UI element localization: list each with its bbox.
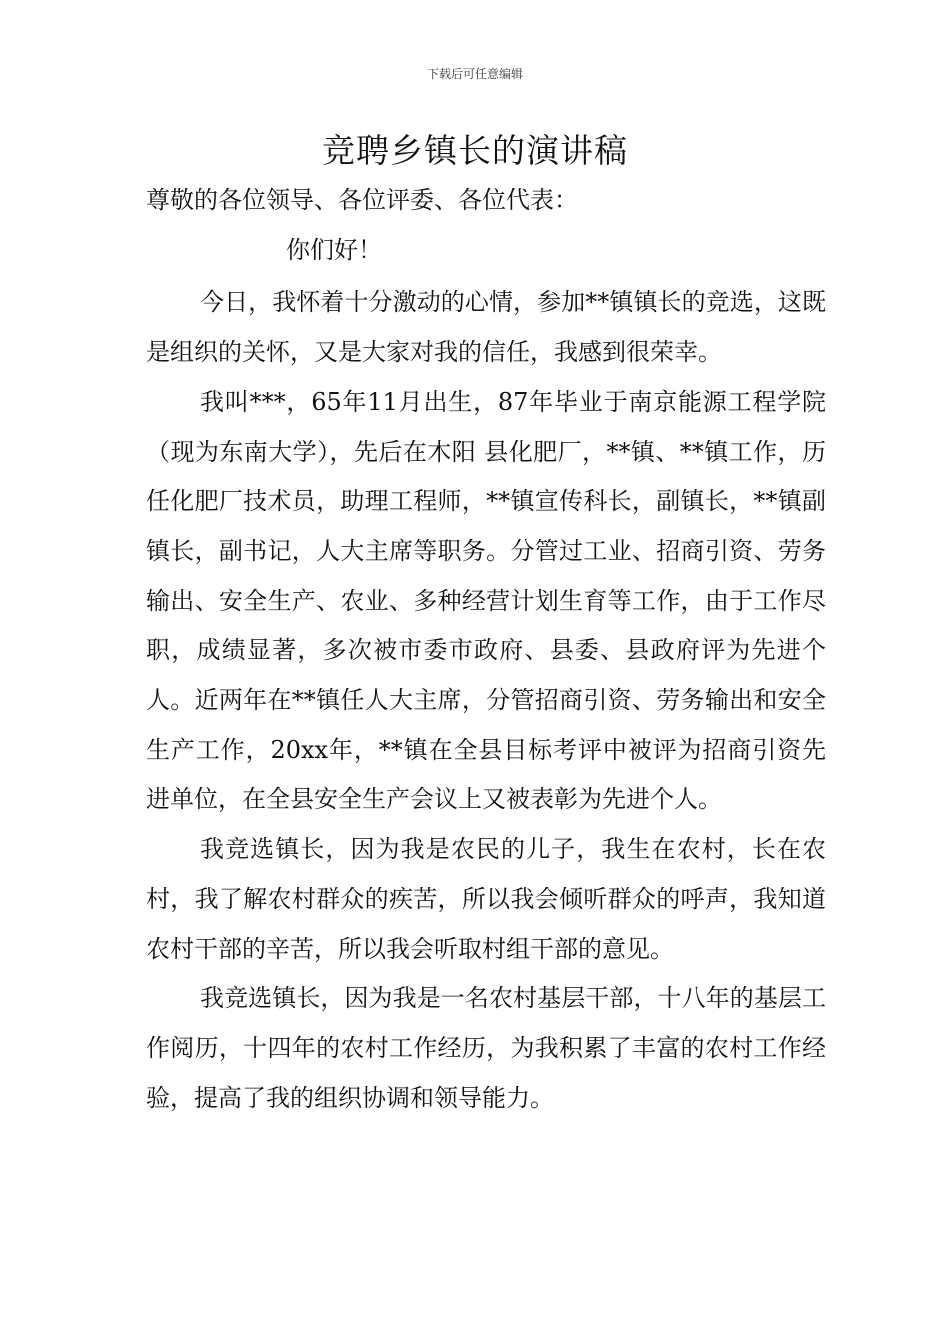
paragraph-biography: 我叫***，65年11月出生，87年毕业于南京能源工程学院（现为东南大学），先后在木阳 县化肥厂，**镇、**镇工作，历任化肥厂技术员，助理工程师，**镇宣传科长，副镇长，**镇副镇长，副书记，人大主席等职务。分管过工业、招商引资、劳务输出、安全生产、农业、多种经营计划生育等工作，由于工作尽职，成绩显著，多次被市委市政府、县委、县政府评为先进个人。近两年在**镇任人大主席，分管招商引资、劳务输出和安全生产工作，20xx年，**镇在全县目标考评中被评为招商引资先进单位，在全县安全生产会议上又被表彰为先进个人。 <box>146 387 826 814</box>
header-note: 下载后可任意编辑 <box>426 67 523 81</box>
paragraph-intro: 今日，我怀着十分激动的心情，参加**镇镇长的竞选，这既是组织的关怀，又是大家对我的信任，我感到很荣幸。 <box>146 288 826 367</box>
salutation: 尊敬的各位领导、各位评委、各位代表： <box>146 186 578 214</box>
document-title: 竞聘乡镇长的演讲稿 <box>322 131 628 170</box>
paragraph-reason-farmer: 我竞选镇长，因为我是农民的儿子，我生在农村，长在农村，我了解农村群众的疾苦，所以我会倾听群众的呼声，我知道农村干部的辛苦，所以我会听取村组干部的意见。 <box>146 835 826 963</box>
greeting: 你们好！ <box>286 235 382 264</box>
paragraph-reason-cadre: 我竞选镇长，因为我是一名农村基层干部，十八年的基层工作阅历，十四年的农村工作经历，为我积累了丰富的农村工作经验，提高了我的组织协调和领导能力。 <box>146 984 826 1112</box>
document-body <box>146 176 826 1123</box>
